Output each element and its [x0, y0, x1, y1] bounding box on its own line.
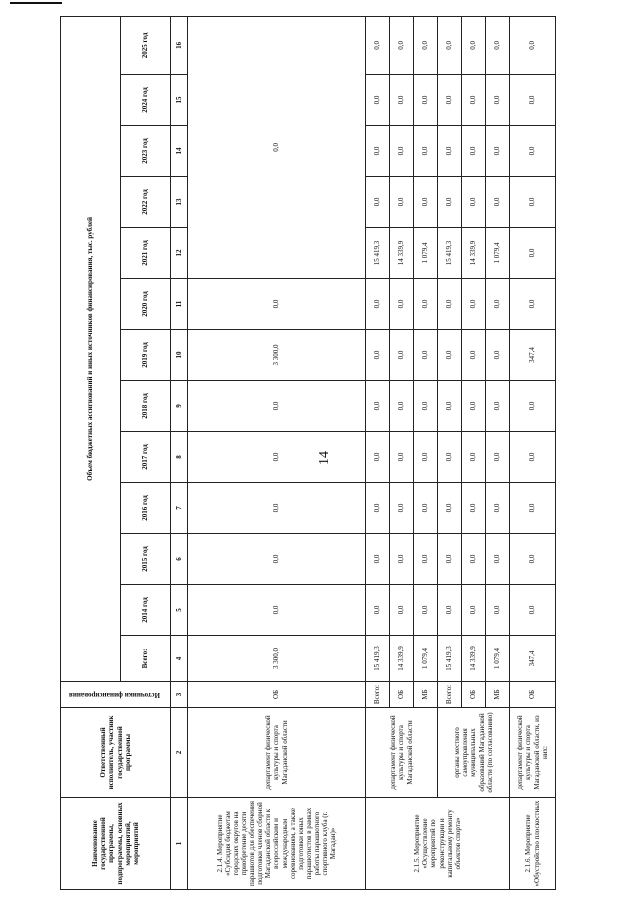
- cell-2015: 0,0: [486, 534, 510, 585]
- rotated-table-wrapper: [60, 16, 584, 890]
- table-stage: [60, 16, 584, 890]
- header-total: Всего:: [121, 636, 171, 682]
- cell-2020: 0,0: [390, 279, 414, 330]
- header-year-2021: 2021 год: [121, 228, 171, 279]
- table-row: [366, 16, 390, 889]
- column-index: 8: [171, 432, 188, 483]
- measure-name: 2.1.4. Мероприятие «Субсидия бюджетам городских округов на приобретение десяти парашютов для обеспечения подготовки членов сборной Магаданской области к всероссийским и международным соревнованиям, а также подготовки юных парашютистов в рамках работы парашютного спортивного клуба (г. Магадан)»: [188, 798, 366, 890]
- cell-2017: 0,0: [366, 432, 390, 483]
- cell-2015: 0,0: [510, 534, 556, 585]
- header-year-2016: 2016 год: [121, 483, 171, 534]
- cell-total: 15 419,3: [366, 636, 390, 682]
- column-index: 9: [171, 381, 188, 432]
- cell-2018: 0,0: [462, 381, 486, 432]
- cell-2019: 347,4: [510, 330, 556, 381]
- executor-name: департамент физической культуры и спорта Магаданской области: [188, 708, 366, 798]
- funding-source: ОБ: [510, 682, 556, 708]
- column-index: 11: [171, 279, 188, 330]
- cell-2021: 0,0: [510, 228, 556, 279]
- cell-2022: 0,0: [438, 177, 462, 228]
- cell-2023: 0,0: [510, 126, 556, 177]
- cell-2022: 0,0: [390, 177, 414, 228]
- cell-2023: 0,0: [366, 126, 390, 177]
- cell-2024: 0,0: [510, 75, 556, 126]
- measure-name: 2.1.5. Мероприятие «Осуществление мероприятий по реконструкции и капитальному ремонту объектов спорта»: [366, 798, 510, 890]
- top-rule: [10, 2, 62, 4]
- header-year-2022: 2022 год: [121, 177, 171, 228]
- column-index: 12: [171, 228, 188, 279]
- cell-2024: 0,0: [486, 75, 510, 126]
- cell-2014: 0,0: [366, 585, 390, 636]
- header-year-2019: 2019 год: [121, 330, 171, 381]
- cell-2016: 0,0: [366, 483, 390, 534]
- cell-2025: 0,0: [510, 16, 556, 74]
- cell-2016: 0,0: [510, 483, 556, 534]
- cell-2016: 0,0: [486, 483, 510, 534]
- cell-total: 14 339,9: [462, 636, 486, 682]
- cell-2014: 0,0: [438, 585, 462, 636]
- cell-2022: 0,0: [510, 177, 556, 228]
- cell-2018: 0,0: [188, 381, 366, 432]
- funding-source: МБ: [486, 682, 510, 708]
- cell-2016: 0,0: [414, 483, 438, 534]
- column-index: 5: [171, 585, 188, 636]
- cell-2019: 0,0: [462, 330, 486, 381]
- column-index: 6: [171, 534, 188, 585]
- cell-2022: 0,0: [366, 177, 390, 228]
- cell-2017: 0,0: [390, 432, 414, 483]
- cell-2024: 0,0: [438, 75, 462, 126]
- table-row: [510, 16, 556, 889]
- column-index: 15: [171, 75, 188, 126]
- cell-2014: 0,0: [486, 585, 510, 636]
- cell-2020: 0,0: [438, 279, 462, 330]
- cell-2014: 0,0: [390, 585, 414, 636]
- header-year-2018: 2018 год: [121, 381, 171, 432]
- cell-2020: 0,0: [188, 279, 366, 330]
- executor-name: органы местного самоуправления муниципальных образований Магаданской области (по согласованию): [438, 708, 510, 798]
- cell-2015: 0,0: [438, 534, 462, 585]
- cell-2016: 0,0: [188, 483, 366, 534]
- cell-2017: 0,0: [438, 432, 462, 483]
- cell-2021: 15 419,3: [438, 228, 462, 279]
- financing-table: [60, 16, 556, 890]
- cell-2014: 0,0: [414, 585, 438, 636]
- cell-2023: 0,0: [390, 126, 414, 177]
- cell-2021: 15 419,3: [366, 228, 390, 279]
- cell-2024: 0,0: [414, 75, 438, 126]
- cell-2017: 0,0: [414, 432, 438, 483]
- cell-2015: 0,0: [462, 534, 486, 585]
- table-row: [438, 16, 462, 889]
- column-index: 3: [171, 682, 188, 708]
- cell-2025: 0,0: [462, 16, 486, 74]
- funding-source: Всего:: [438, 682, 462, 708]
- page-number: 14: [317, 451, 332, 465]
- cell-2019: 0,0: [390, 330, 414, 381]
- column-index: 13: [171, 177, 188, 228]
- cell-2025: 0,0: [486, 16, 510, 74]
- cell-2015: 0,0: [414, 534, 438, 585]
- cell-2021: 14 339,9: [462, 228, 486, 279]
- cell-2018: 0,0: [486, 381, 510, 432]
- cell-2023: 0,0: [486, 126, 510, 177]
- cell-2018: 0,0: [438, 381, 462, 432]
- cell-2017: 0,0: [510, 432, 556, 483]
- cell-2022: 0,0: [414, 177, 438, 228]
- cell-2016: 0,0: [438, 483, 462, 534]
- cell-2017: 0,0: [462, 432, 486, 483]
- cell-2025: 0,0: [438, 16, 462, 74]
- cell-2019: 0,0: [438, 330, 462, 381]
- header-volume: Объем бюджетных ассигнований и иных источников финансирования, тыс. рублей: [61, 16, 121, 681]
- cell-2021: 14 339,9: [390, 228, 414, 279]
- cell-2020: 0,0: [486, 279, 510, 330]
- cell-2019: 3 300,0: [188, 330, 366, 381]
- cell-2024: 0,0: [390, 75, 414, 126]
- cell-2024: 0,0: [462, 75, 486, 126]
- header-executor: Ответственный исполнитель, участник государственной программы: [61, 708, 171, 798]
- column-index: 14: [171, 126, 188, 177]
- cell-2025: 0,0: [366, 16, 390, 74]
- cell-total: 347,4: [510, 636, 556, 682]
- column-index-row: [171, 16, 188, 889]
- cell-2020: 0,0: [366, 279, 390, 330]
- column-index: 2: [171, 708, 188, 798]
- header-year-2020: 2020 год: [121, 279, 171, 330]
- cell-2015: 0,0: [390, 534, 414, 585]
- cell-2018: 0,0: [510, 381, 556, 432]
- cell-2014: 0,0: [510, 585, 556, 636]
- measure-name: 2.1.6. Мероприятие «Обустройство плоскостных: [510, 798, 556, 890]
- cell-2022: 0,0: [462, 177, 486, 228]
- cell-total: 1 079,4: [414, 636, 438, 682]
- cell-2020: 0,0: [414, 279, 438, 330]
- cell-2023: 0,0: [438, 126, 462, 177]
- cell-2021: 1 079,4: [414, 228, 438, 279]
- column-index: 1: [171, 798, 188, 890]
- cell-total: 3 300,0: [188, 636, 366, 682]
- cell-2020: 0,0: [462, 279, 486, 330]
- cell-2021-2025: 0,0: [188, 16, 366, 278]
- funding-source: ОБ: [188, 682, 366, 708]
- cell-2019: 0,0: [366, 330, 390, 381]
- column-index: 4: [171, 636, 188, 682]
- header-year-2017: 2017 год: [121, 432, 171, 483]
- cell-2018: 0,0: [414, 381, 438, 432]
- funding-source: Всего:: [366, 682, 390, 708]
- executor-name: департамент физической культуры и спорта Магаданской области: [366, 708, 438, 798]
- cell-2015: 0,0: [188, 534, 366, 585]
- cell-total: 15 419,3: [438, 636, 462, 682]
- header-year-2024: 2024 год: [121, 75, 171, 126]
- cell-2023: 0,0: [462, 126, 486, 177]
- cell-2022: 0,0: [486, 177, 510, 228]
- cell-2017: 0,0: [486, 432, 510, 483]
- header-year-2015: 2015 год: [121, 534, 171, 585]
- cell-2017: 0,0: [188, 432, 366, 483]
- header-year-2014: 2014 год: [121, 585, 171, 636]
- cell-2016: 0,0: [390, 483, 414, 534]
- cell-2014: 0,0: [188, 585, 366, 636]
- cell-2018: 0,0: [390, 381, 414, 432]
- cell-2019: 0,0: [486, 330, 510, 381]
- cell-2023: 0,0: [414, 126, 438, 177]
- executor-name: департамент физической культуры и спорта Магаданской области, из них:: [510, 708, 556, 798]
- header-year-2023: 2023 год: [121, 126, 171, 177]
- header-name: Наименование государственной программы, подпрограммы, основных мероприятий, мероприятий: [61, 798, 171, 890]
- cell-2025: 0,0: [390, 16, 414, 74]
- cell-2021: 1 079,4: [486, 228, 510, 279]
- cell-2020: 0,0: [510, 279, 556, 330]
- cell-2014: 0,0: [462, 585, 486, 636]
- cell-2016: 0,0: [462, 483, 486, 534]
- cell-total: 14 339,9: [390, 636, 414, 682]
- funding-source: МБ: [414, 682, 438, 708]
- header-source: Источники финансирования: [61, 682, 171, 708]
- table-row: [188, 16, 366, 889]
- funding-source: ОБ: [462, 682, 486, 708]
- funding-source: ОБ: [390, 682, 414, 708]
- column-index: 16: [171, 16, 188, 74]
- cell-2019: 0,0: [414, 330, 438, 381]
- column-index: 7: [171, 483, 188, 534]
- cell-2018: 0,0: [366, 381, 390, 432]
- column-index: 10: [171, 330, 188, 381]
- cell-total: 1 079,4: [486, 636, 510, 682]
- header-year-2025: 2025 год: [121, 16, 171, 74]
- cell-2015: 0,0: [366, 534, 390, 585]
- cell-2025: 0,0: [414, 16, 438, 74]
- cell-2024: 0,0: [366, 75, 390, 126]
